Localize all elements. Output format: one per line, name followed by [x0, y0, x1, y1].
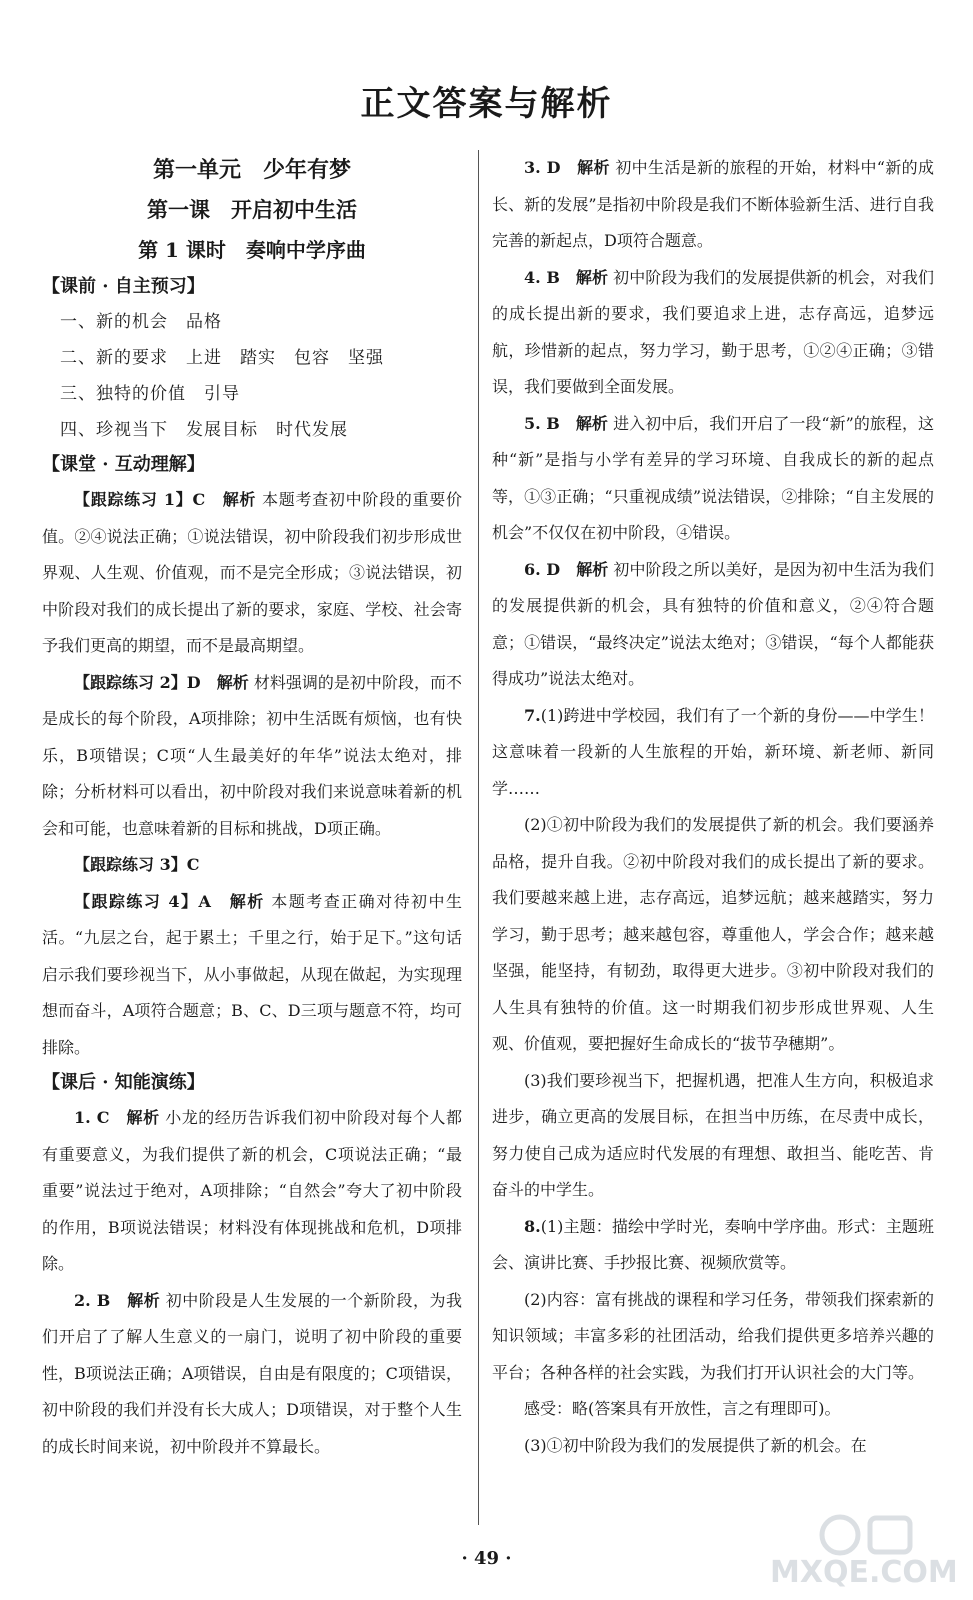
answer-item	[492, 150, 934, 260]
answer-label: 5. B 解析	[524, 413, 608, 433]
answer-item	[492, 552, 934, 698]
answer-item	[492, 1209, 934, 1282]
watermark-icon	[770, 1510, 955, 1560]
section-after: 【课后 · 知能演练】	[42, 1072, 205, 1093]
answer-label: 1. C 解析	[74, 1108, 160, 1127]
answer-text: (1)跨进中学校园，我们有了一个新的身份——中学生！这意味着一段新的人生旅程的开始，新环境、新老师、新同学……	[492, 705, 934, 798]
answer-label: 4. B 解析	[524, 267, 609, 287]
answer-label: 7.	[524, 705, 541, 725]
preview-answer: 三、独特的价值 引导	[60, 384, 240, 404]
column-divider	[478, 150, 479, 1525]
answer-text: 材料强调的是初中阶段，而不是成长的每个阶段，A项排除；初中生活既有烦恼，也有快乐，B项错误；C项“人生最美好的年华”说法太绝对，排除；分析材料可以看出，初中阶段对我们来说意味着新的机会和可能，也意味着新的目标和挑战，D项正确。	[42, 672, 462, 838]
answer-label: 【跟踪练习 2】D 解析	[74, 672, 249, 692]
preview-answer: 一、新的机会 品格	[60, 312, 222, 332]
answer-label: 2. B 解析	[74, 1290, 161, 1310]
answer-item	[492, 1428, 934, 1465]
answer-item	[42, 1283, 462, 1466]
answer-text: 进入初中后，我们开启了一段“新”的旅程，这种“新”是指与小学有差异的学习环境、自我成长的新的起点等，①③正确；“只重视成绩”说法错误，②排除；“自主发展的机会”不仅仅在初中阶段，④错误。	[492, 413, 934, 542]
preview-answer: 四、珍视当下 发展目标 时代发展	[60, 420, 348, 440]
answer-item	[42, 847, 462, 884]
answer-text: 本题考查正确对待初中生活。“九层之台，起于累土；千里之行，始于足下。”这句话启示我们要珍视当下，从小事做起，从现在做起，为实现理想而奋斗，A项符合题意；B、C、D三项与题意不符，均可排除。	[42, 891, 462, 1057]
answer-text: 初中阶段之所以美好，是因为初中生活为我们的发展提供新的机会，具有独特的价值和意义，②④符合题意；①错误，“最终决定”说法太绝对；③错误，“每个人都能获得成功”说法太绝对。	[492, 559, 934, 688]
answer-text: (2)①初中阶段为我们的发展提供了新的机会。我们要涵养品格，提升自我。②初中阶段对我们的成长提出了新的要求。我们要越来越上进，志存高远，追梦远航；越来越踏实，努力学习，勤于思考；越来越包容，尊重他人，学会合作；越来越坚强，能坚持，有韧劲，取得更大进步。③初中阶段对我们的人生具有独特的价值。这一时期我们初步形成世界观、人生观、价值观，要把握好生命成长的“拔节孕穗期”。	[492, 815, 934, 1053]
left-column	[42, 150, 462, 1465]
answer-text: 感受：略(答案具有开放性，言之有理即可)。	[524, 1399, 841, 1418]
answer-text: (1)主题：描绘中学时光，奏响中学序曲。形式：主题班会、演讲比赛、手抄报比赛、视频欣赏等。	[492, 1216, 934, 1272]
answer-text: (3)①初中阶段为我们的发展提供了新的机会。在	[524, 1435, 867, 1455]
answer-text: (3)我们要珍视当下，把握机遇，把准人生方向，积极追求进步，确立更高的发展目标，在担当中历练，在尽责中成长，努力使自己成为适应时代发展的有理想、敢担当、能吃苦、肯奋斗的中学生。	[492, 1070, 934, 1199]
page-number: · 49 ·	[461, 1548, 512, 1569]
answer-item	[492, 1282, 934, 1392]
unit-heading: 第一单元 少年有梦	[152, 157, 351, 183]
answer-item	[492, 698, 934, 808]
answer-item	[492, 1391, 934, 1428]
answer-item	[492, 807, 934, 1063]
period-heading: 第 1 课时 奏响中学序曲	[138, 238, 366, 262]
right-column	[492, 150, 934, 1464]
watermark-logo	[770, 1510, 958, 1590]
answer-item	[492, 1063, 934, 1209]
answer-text: (2)内容：富有挑战的课程和学习任务，带领我们探索新的知识领域；丰富多彩的社团活动，给我们提供更多培养兴趣的平台；各种各样的社会实践，为我们打开认识社会的大门等。	[492, 1289, 934, 1382]
answer-label: 【跟踪练习 4】A 解析	[74, 891, 265, 911]
answer-item	[42, 482, 462, 665]
answer-label: 8.	[524, 1216, 541, 1236]
answer-item	[42, 1100, 462, 1283]
answer-label: 6. D 解析	[524, 559, 609, 579]
answer-item	[492, 406, 934, 552]
preview-answer: 二、新的要求 上进 踏实 包容 坚强	[60, 348, 384, 368]
answer-text: 初中阶段是人生发展的一个新阶段，为我们开启了了解人生意义的一扇门，说明了初中阶段的重要性，B项说法正确；A项错误，自由是有限度的；C项错误，初中阶段的我们并没有长大成人；D项错误，对于整个人生的成长时间来说，初中阶段并不算最长。	[42, 1290, 462, 1456]
section-preview: 【课前 · 自主预习】	[42, 276, 205, 297]
answer-label: 【跟踪练习 1】C 解析	[74, 490, 257, 509]
answer-item	[492, 260, 934, 406]
answer-text: 初中阶段为我们的发展提供新的机会，对我们的成长提出新的要求，我们要追求上进，志存高远，追梦远航，珍惜新的起点，努力学习，勤于思考，①②④正确；③错误，我们要做到全面发展。	[492, 267, 934, 396]
watermark-text: MXQE.COM	[770, 1555, 958, 1590]
answer-item	[42, 884, 462, 1067]
lesson-heading: 第一课 开启初中生活	[147, 197, 357, 222]
answer-label: 【跟踪练习 3】C	[74, 855, 200, 874]
answer-item	[42, 665, 462, 848]
answer-text: 本题考查初中阶段的重要价值。②④说法正确；①说法错误，初中阶段我们初步形成世界观、人生观、价值观，而不是完全形成；③说法错误，初中阶段对我们的成长提出了新的要求，家庭、学校、社会寄予我们更高的期望，而不是最高期望。	[42, 490, 462, 655]
answer-text: 初中生活是新的旅程的开始，材料中“新的成长、新的发展”是指初中阶段是我们不断体验新生活、进行自我完善的新起点，D项符合题意。	[492, 158, 935, 250]
answer-text: 小龙的经历告诉我们初中阶段对每个人都有重要意义，为我们提供了新的机会，C项说法正确；“最重要”说法过于绝对，A项排除；“自然会”夸大了初中阶段的作用，B项说法错误；材料没有体现挑战和危机，D项排除。	[42, 1108, 462, 1273]
page-title: 正文答案与解析	[360, 84, 613, 124]
section-class: 【课堂 · 互动理解】	[42, 454, 205, 475]
answer-label: 3. D 解析	[524, 158, 610, 177]
